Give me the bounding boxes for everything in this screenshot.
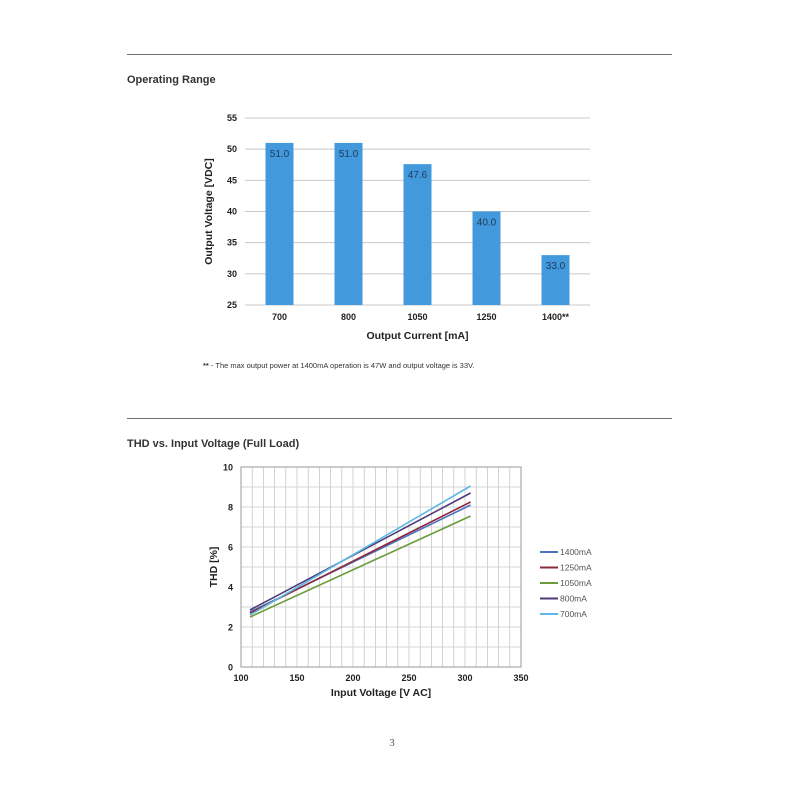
y-tick-label: 4 (227, 582, 233, 593)
legend-label: 1400mA (560, 547, 592, 557)
legend-label: 700mA (560, 609, 587, 619)
y-tick-label: 25 (226, 300, 237, 310)
footnote-marker: ** (203, 361, 209, 370)
y-tick-label: 2 (227, 622, 233, 633)
x-tick-label: 350 (513, 673, 529, 683)
series-line-700ma (250, 486, 471, 615)
y-tick-label: 45 (226, 175, 237, 186)
operating-range-title: Operating Range (127, 74, 216, 86)
bar-value-label: 47.6 (407, 170, 428, 182)
series-line-1050ma (250, 516, 471, 617)
y-tick-label: 6 (227, 542, 233, 553)
y-tick-label: 40 (226, 206, 237, 217)
x-tick-label: 200 (345, 673, 361, 683)
x-tick-label: 1250 (476, 312, 497, 322)
y-tick-label: 55 (226, 113, 237, 123)
x-axis-title: Output Current [mA] (366, 330, 469, 342)
series-line-800ma (250, 493, 471, 610)
x-tick-label: 250 (401, 673, 417, 683)
y-tick-label: 35 (226, 237, 237, 248)
bar-value-label: 51.0 (269, 148, 290, 160)
x-tick-label: 100 (233, 673, 249, 683)
x-tick-label: 300 (457, 673, 473, 683)
x-tick-label: 1400** (541, 312, 570, 322)
x-tick-label: 1050 (407, 312, 428, 322)
page-number: 3 (389, 737, 395, 749)
x-axis-title: Input Voltage [V AC] (330, 687, 432, 699)
y-tick-label: 8 (227, 502, 233, 513)
x-tick-label: 700 (271, 312, 288, 322)
thd-title: THD vs. Input Voltage (Full Load) (127, 438, 300, 450)
x-tick-label: 800 (340, 312, 357, 322)
y-tick-label: 50 (226, 144, 237, 155)
bar-value-label: 51.0 (338, 148, 359, 160)
footnote-text: - The max output power at 1400mA operation is 47W and output voltage is 33V. (208, 361, 475, 370)
x-tick-label: 150 (289, 673, 305, 683)
bar-value-label: 40.0 (476, 217, 497, 229)
legend-label: 1250mA (560, 562, 592, 573)
y-tick-label: 10 (222, 462, 233, 473)
y-axis-title: Output Voltage [VDC] (203, 158, 215, 265)
y-tick-label: 0 (227, 662, 233, 673)
y-axis-title: THD [%] (208, 546, 220, 588)
legend-label: 800mA (560, 593, 587, 604)
bar-value-label: 33.0 (545, 261, 566, 273)
y-tick-label: 30 (226, 268, 237, 279)
legend-label: 1050mA (560, 578, 592, 588)
